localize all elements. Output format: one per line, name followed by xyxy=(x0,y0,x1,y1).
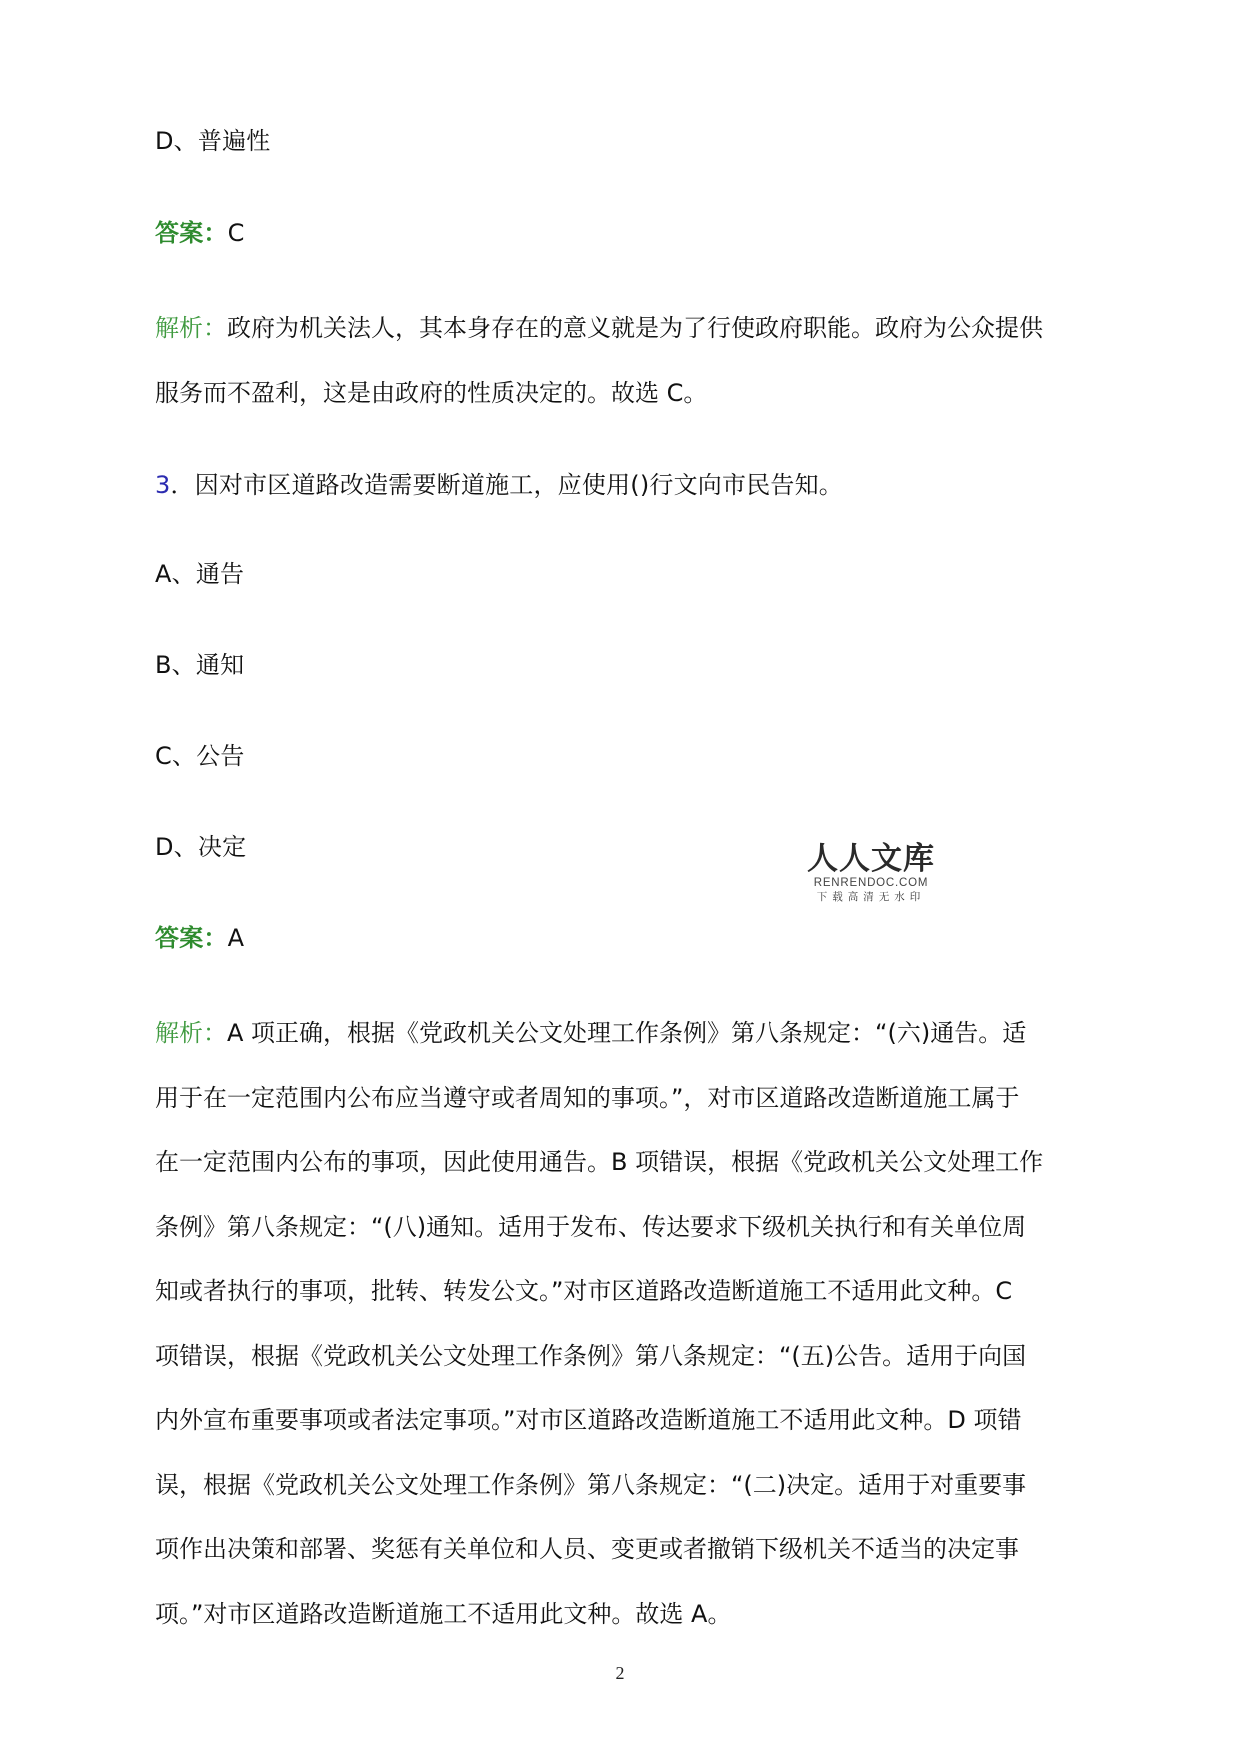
option-text: D、普遍性 xyxy=(155,127,271,155)
option-b xyxy=(155,649,244,681)
option-c xyxy=(155,740,245,772)
answer-value: A xyxy=(227,924,245,952)
analysis-label: 解析： xyxy=(155,314,227,342)
option-a xyxy=(155,558,244,590)
question-number: 3 xyxy=(155,471,171,499)
analysis-line: 内外宣布重要事项或者法定事项。”对市区道路改造断道施工不适用此文种。D 项错 xyxy=(155,1406,1022,1434)
previous-answer xyxy=(155,217,245,249)
answer-label: 答案： xyxy=(155,219,228,247)
analysis-line: 项错误，根据《党政机关公文处理工作条例》第八条规定：“(五)公告。适用于向国 xyxy=(155,1341,1027,1370)
question-3-answer xyxy=(155,922,244,954)
answer-label: 答案： xyxy=(155,924,228,952)
option-text: B、通知 xyxy=(155,651,245,679)
question-3-analysis xyxy=(155,1001,1090,1646)
option-d xyxy=(155,831,246,863)
option-text: C、公告 xyxy=(155,742,245,770)
watermark-url: RENRENDOC.COM xyxy=(813,877,929,889)
analysis-line: 解析：政府为机关法人，其本身存在的意义就是为了行使政府职能。政府为公众提供 xyxy=(155,314,1043,342)
analysis-line: 在一定范围内公布的事项，因此使用通告。B 项错误，根据《党政机关公文处理工作 xyxy=(155,1148,1044,1176)
watermark-slogan: 下载高清无水印 xyxy=(816,891,926,903)
question-text: 因对市区道路改造需要断道施工，应使用()行文向市民告知。 xyxy=(194,471,844,499)
option-text: D、决定 xyxy=(155,833,247,861)
analysis-line: 误，根据《党政机关公文处理工作条例》第八条规定：“(二)决定。适用于对重要事 xyxy=(155,1470,1027,1499)
analysis-line: 服务而不盈利，这是由政府的性质决定的。故选 C。 xyxy=(155,378,708,407)
analysis-line: 项。”对市区道路改造断道施工不适用此文种。故选 A。 xyxy=(155,1599,732,1628)
question-3-stem xyxy=(155,469,843,501)
answer-value: C xyxy=(227,219,245,247)
analysis-line: 项作出决策和部署、奖惩有关单位和人员、变更或者撤销下级机关不适当的决定事 xyxy=(155,1535,1019,1563)
watermark-logo xyxy=(806,842,936,904)
analysis-line: 条例》第八条规定：“(八)通知。适用于发布、传达要求下级机关执行和有关单位周 xyxy=(155,1212,1027,1241)
analysis-line: 用于在一定范围内公布应当遵守或者周知的事项。”，对市区道路改造断道施工属于 xyxy=(155,1083,1020,1112)
page-number: 2 xyxy=(615,1663,625,1683)
analysis-line: 知或者执行的事项，批转、转发公文。”对市区道路改造断道施工不适用此文种。C xyxy=(155,1277,1013,1305)
question-separator: ． xyxy=(170,471,195,499)
previous-analysis xyxy=(155,296,1090,425)
watermark-title: 人人文库 xyxy=(807,841,935,877)
previous-option-d xyxy=(155,125,270,157)
analysis-label: 解析： xyxy=(155,1019,227,1047)
option-text: A、通告 xyxy=(155,560,245,588)
analysis-line: 解析：A 项正确，根据《党政机关公文处理工作条例》第八条规定：“(六)通告。适 xyxy=(155,1019,1027,1047)
